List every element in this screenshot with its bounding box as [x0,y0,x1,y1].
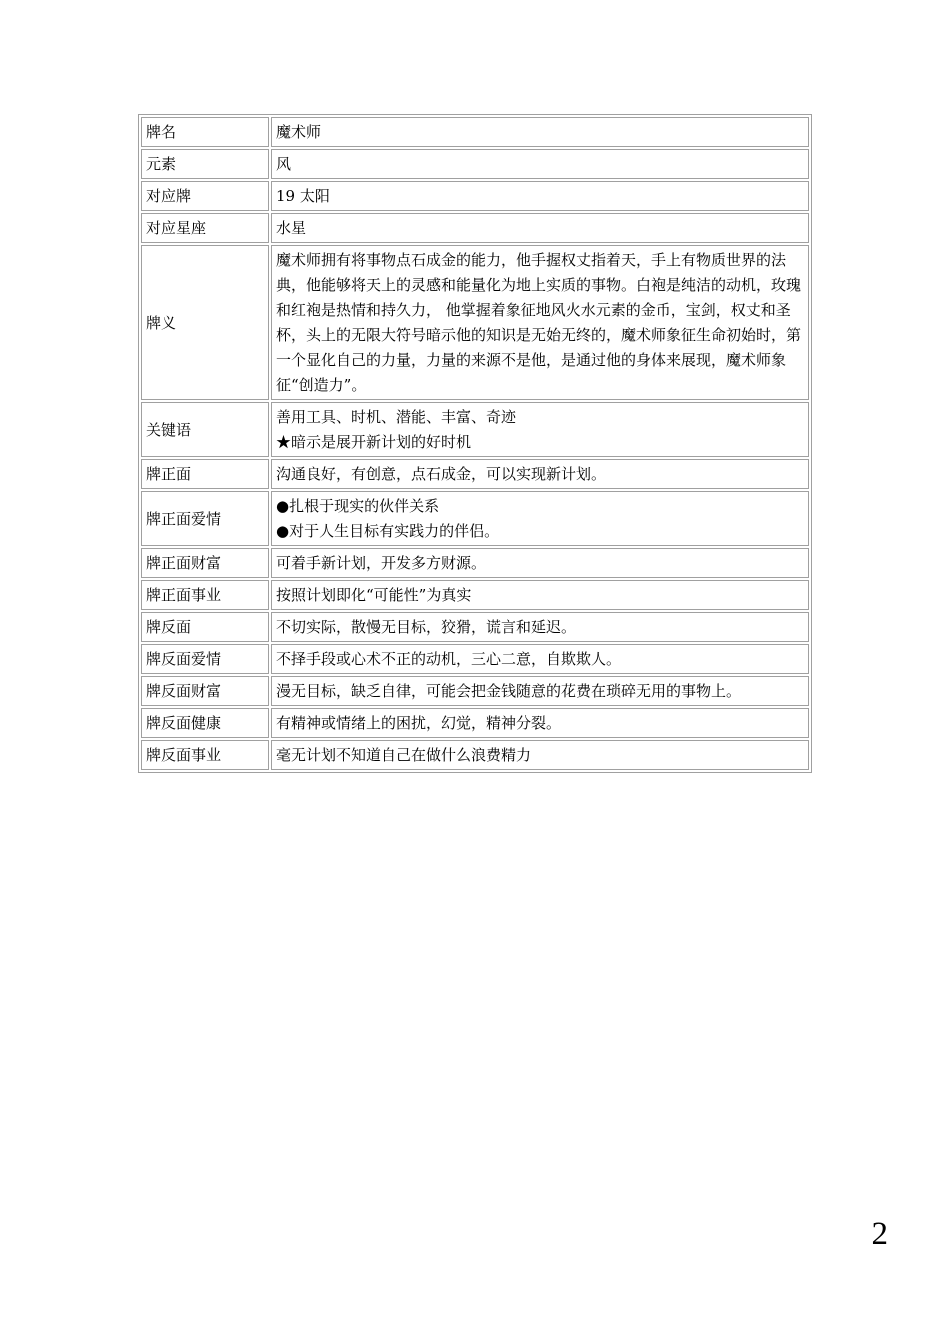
row-label-planet: 对应星座 [141,213,269,243]
row-label-card-name: 牌名 [141,117,269,147]
value-line: 不切实际，散慢无目标，狡猾，谎言和延迟。 [276,618,577,636]
row-label-reversed-health: 牌反面健康 [141,708,269,738]
table-row [141,149,809,179]
row-label-upright-wealth: 牌正面财富 [141,548,269,578]
value-line: 可着手新计划，开发多方财源。 [276,554,487,572]
row-value-upright [271,459,809,489]
row-label-keywords: 关键语 [141,402,269,457]
value-line: ★暗示是展开新计划的好时机 [276,433,472,451]
value-line: 按照计划即化“可能性”为真实 [276,586,472,604]
row-value-corresponding-card [271,181,809,211]
table-row [141,491,809,546]
table-row [141,548,809,578]
table-row [141,676,809,706]
row-label-reversed-wealth: 牌反面财富 [141,676,269,706]
value-line: 风 [276,155,292,173]
table-row [141,644,809,674]
row-label-upright: 牌正面 [141,459,269,489]
row-value-keywords [271,402,809,457]
row-label-upright-love: 牌正面爱情 [141,491,269,546]
row-value-planet [271,213,809,243]
table-row [141,459,809,489]
value-line: 魔术师 [276,123,322,141]
page-number: 2 [871,1216,888,1252]
value-line: 水星 [276,219,307,237]
row-value-reversed [271,612,809,642]
row-label-reversed: 牌反面 [141,612,269,642]
row-label-meaning: 牌义 [141,245,269,400]
value-line: 有精神或情绪上的困扰，幻觉，精神分裂。 [276,714,562,732]
value-paragraph: 魔术师拥有将事物点石成金的能力，他手握权丈指着天，手上有物质世界的法典，他能够将天上的灵感和能量化为地上实质的事物。白袍是纯洁的动机，玫瑰和红袍是热情和持久力， 他掌握着象征地风火水元素的金币，宝剑，权丈和圣杯，头上的无限大符号暗示他的知识是无始无终的，魔术师象征生命初始时，第一个显化自己的力量，力量的来源不是他，是通过他的身体来展现，魔术师象征“创造力”。 [276,251,802,394]
row-value-element [271,149,809,179]
value-line: 沟通良好，有创意，点石成金，可以实现新计划。 [276,465,607,483]
row-value-upright-love [271,491,809,546]
value-line: 不择手段或心术不正的动机，三心二意，自欺欺人。 [276,650,622,668]
row-label-corresponding-card: 对应牌 [141,181,269,211]
table-row [141,740,809,770]
tarot-card-table [138,114,812,773]
row-value-upright-career [271,580,809,610]
value-line: 19 太阳 [276,187,330,205]
value-line: ●扎根于现实的伙伴关系 [276,497,440,515]
row-label-upright-career: 牌正面事业 [141,580,269,610]
value-line: ●对于人生目标有实践力的伴侣。 [276,522,500,540]
row-label-reversed-love: 牌反面爱情 [141,644,269,674]
table-row [141,612,809,642]
row-value-card-name [271,117,809,147]
value-line: 漫无目标，缺乏自律，可能会把金钱随意的花费在琐碎无用的事物上。 [276,682,742,700]
table-row [141,245,809,400]
row-label-reversed-career: 牌反面事业 [141,740,269,770]
row-value-meaning [271,245,809,400]
table-row [141,213,809,243]
value-line: 毫无计划不知道自己在做什么浪费精力 [276,746,532,764]
row-value-reversed-career [271,740,809,770]
row-label-element: 元素 [141,149,269,179]
row-value-reversed-wealth [271,676,809,706]
row-value-reversed-health [271,708,809,738]
row-value-reversed-love [271,644,809,674]
value-line: 善用工具、时机、潜能、丰富、奇迹 [276,408,517,426]
table-row [141,580,809,610]
table-row [141,117,809,147]
table-row [141,181,809,211]
row-value-upright-wealth [271,548,809,578]
table-row [141,402,809,457]
table-row [141,708,809,738]
